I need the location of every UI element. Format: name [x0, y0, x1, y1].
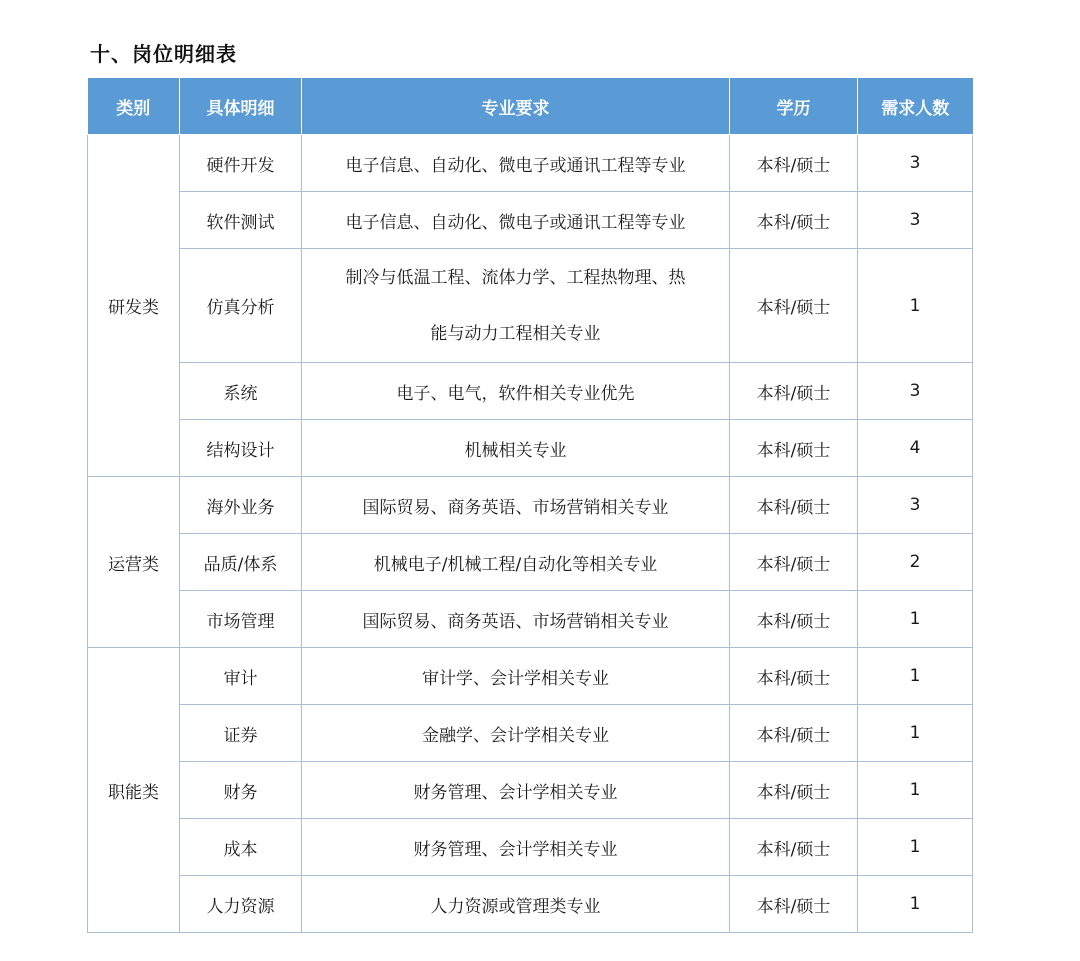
- major-cell: 财务管理、会计学相关专业: [302, 762, 730, 819]
- header-detail: 具体明细: [180, 78, 302, 135]
- education-cell: 本科/硕士: [730, 591, 858, 648]
- detail-cell: 硬件开发: [180, 135, 302, 192]
- education-cell: 本科/硕士: [730, 135, 858, 192]
- education-cell: 本科/硕士: [730, 819, 858, 876]
- major-cell: 机械相关专业: [302, 420, 730, 477]
- table-row: [88, 477, 973, 534]
- table-row: [88, 534, 973, 591]
- detail-cell: 财务: [180, 762, 302, 819]
- detail-cell: 品质/体系: [180, 534, 302, 591]
- count-cell: 3: [858, 363, 973, 420]
- count-cell: 3: [858, 477, 973, 534]
- major-cell: [302, 249, 730, 363]
- education-cell: 本科/硕士: [730, 648, 858, 705]
- detail-cell: 市场管理: [180, 591, 302, 648]
- major-cell: 金融学、会计学相关专业: [302, 705, 730, 762]
- header-count: 需求人数: [858, 78, 973, 135]
- count-cell: 4: [858, 420, 973, 477]
- detail-cell: 审计: [180, 648, 302, 705]
- header-category: 类别: [88, 78, 180, 135]
- count-cell: 1: [858, 819, 973, 876]
- table-row: [88, 249, 973, 363]
- table-row: [88, 591, 973, 648]
- major-cell: 电子信息、自动化、微电子或通讯工程等专业: [302, 192, 730, 249]
- detail-cell: 成本: [180, 819, 302, 876]
- category-cell: 职能类: [88, 648, 180, 933]
- major-cell: 电子信息、自动化、微电子或通讯工程等专业: [302, 135, 730, 192]
- header-education: 学历: [730, 78, 858, 135]
- table-row: [88, 192, 973, 249]
- count-cell: 1: [858, 249, 973, 363]
- detail-cell: 结构设计: [180, 420, 302, 477]
- education-cell: 本科/硕士: [730, 192, 858, 249]
- table-row: [88, 420, 973, 477]
- major-cell: 财务管理、会计学相关专业: [302, 819, 730, 876]
- major-line: 能与动力工程相关专业: [430, 323, 601, 344]
- education-cell: 本科/硕士: [730, 534, 858, 591]
- education-cell: 本科/硕士: [730, 762, 858, 819]
- education-cell: 本科/硕士: [730, 477, 858, 534]
- table-header-row: [88, 78, 973, 135]
- category-cell: 研发类: [88, 135, 180, 477]
- table-row: [88, 762, 973, 819]
- major-cell: 审计学、会计学相关专业: [302, 648, 730, 705]
- education-cell: 本科/硕士: [730, 363, 858, 420]
- detail-cell: 证券: [180, 705, 302, 762]
- education-cell: 本科/硕士: [730, 249, 858, 363]
- count-cell: 1: [858, 762, 973, 819]
- job-details-table: [87, 78, 973, 933]
- major-cell: 国际贸易、商务英语、市场营销相关专业: [302, 591, 730, 648]
- detail-cell: 仿真分析: [180, 249, 302, 363]
- count-cell: 1: [858, 591, 973, 648]
- section-title: 十、岗位明细表: [90, 42, 237, 66]
- detail-cell: 系统: [180, 363, 302, 420]
- table-row: [88, 648, 973, 705]
- count-cell: 1: [858, 876, 973, 933]
- table-row: [88, 876, 973, 933]
- header-major: 专业要求: [302, 78, 730, 135]
- count-cell: 1: [858, 648, 973, 705]
- major-cell: 电子、电气，软件相关专业优先: [302, 363, 730, 420]
- detail-cell: 人力资源: [180, 876, 302, 933]
- detail-cell: 海外业务: [180, 477, 302, 534]
- education-cell: 本科/硕士: [730, 705, 858, 762]
- major-cell: 国际贸易、商务英语、市场营销相关专业: [302, 477, 730, 534]
- count-cell: 3: [858, 192, 973, 249]
- count-cell: 1: [858, 705, 973, 762]
- table-row: [88, 135, 973, 192]
- table-row: [88, 819, 973, 876]
- education-cell: 本科/硕士: [730, 420, 858, 477]
- major-cell: 机械电子/机械工程/自动化等相关专业: [302, 534, 730, 591]
- category-cell: 运营类: [88, 477, 180, 648]
- major-line: 制冷与低温工程、流体力学、工程热物理、热: [345, 267, 686, 288]
- detail-cell: 软件测试: [180, 192, 302, 249]
- table-row: [88, 705, 973, 762]
- major-cell: 人力资源或管理类专业: [302, 876, 730, 933]
- education-cell: 本科/硕士: [730, 876, 858, 933]
- count-cell: 2: [858, 534, 973, 591]
- table-row: [88, 363, 973, 420]
- count-cell: 3: [858, 135, 973, 192]
